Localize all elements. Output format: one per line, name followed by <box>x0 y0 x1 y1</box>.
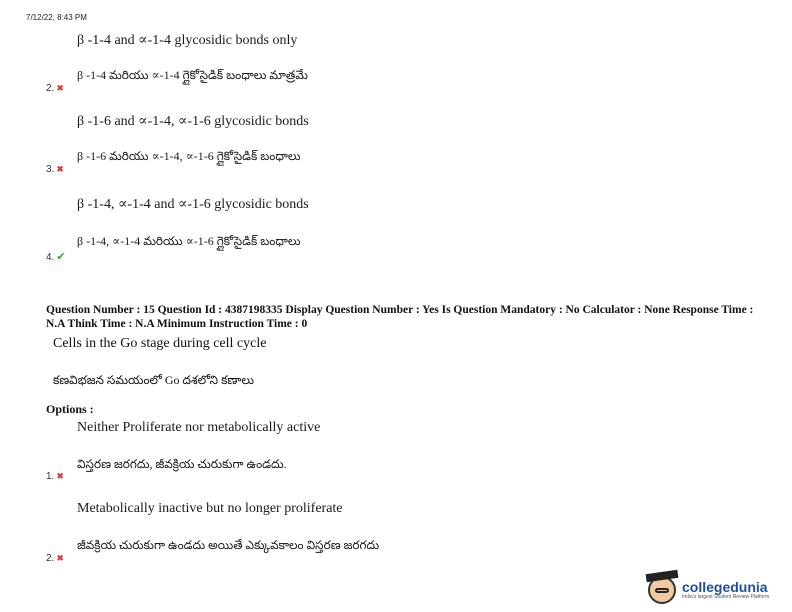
option-number-label: 2. <box>46 553 55 564</box>
prev-option-4-number <box>46 250 66 263</box>
prev-option-2-number <box>46 83 64 94</box>
question-text-en: Cells in the Go stage during cell cycle <box>53 336 267 351</box>
cross-icon: ✖ <box>56 83 64 93</box>
option-number-label: 4. <box>46 252 55 263</box>
option-1-number <box>46 471 64 482</box>
cross-icon: ✖ <box>56 553 64 563</box>
cross-icon: ✖ <box>56 471 64 481</box>
option-1-text-en: Neither Proliferate nor metabolically active <box>77 420 321 435</box>
option-number-label: 1. <box>46 471 55 482</box>
option-2-number <box>46 553 64 564</box>
prev-option-2-text-te: β -1-4 మరియు ∝-1-4 గ్లైకోసైడిక్ బంధాలు మాత్రమే <box>77 68 308 82</box>
option-2-text-en: Metabolically inactive but no longer proliferate <box>77 501 343 516</box>
cross-icon: ✖ <box>56 164 64 174</box>
option-number-label: 3. <box>46 164 55 175</box>
option-1-text-te: విస్తరణ జరగదు, జీవక్రియ చురుకుగా ఉండదు. <box>77 457 287 471</box>
prev-option-4-text-en: β -1-4, ∝-1-4 and ∝-1-6 glycosidic bonds <box>77 197 309 212</box>
logo-text <box>682 580 769 601</box>
prev-option-4-text-te: β -1-4, ∝-1-4 మరియు ∝-1-6 గ్లైకోసైడిక్ బంధాలు <box>77 234 301 248</box>
print-timestamp: 7/12/22, 8:43 PM <box>26 13 87 22</box>
prev-option-2-text-en: β -1-4 and ∝-1-4 glycosidic bonds only <box>77 33 298 48</box>
options-label: Options : <box>46 402 94 416</box>
prev-option-3-text-en: β -1-6 and ∝-1-4, ∝-1-6 glycosidic bonds <box>77 114 309 129</box>
student-face-icon <box>648 576 676 604</box>
logo-tagline: India's largest Student Review Platform <box>682 593 770 600</box>
question-meta: Question Number : 15 Question Id : 4387198335 Display Question Number : Yes Is Question Mandatory : No Calculator : None Response Time : N.A Think Time : N.A Minimum Instruction Time : 0 <box>46 304 754 330</box>
collegedunia-logo <box>648 576 769 604</box>
question-text-te: కణవిభజన సమయంలో Go దశలోని కణాలు <box>53 373 255 387</box>
logo-name: collegedunia <box>682 578 768 595</box>
check-icon: ✔ <box>56 251 66 263</box>
prev-option-3-text-te: β -1-6 మరియు ∝-1-4, ∝-1-6 గ్లైకోసైడిక్ బంధాలు <box>77 149 301 163</box>
option-2-text-te: జీవక్రియ చురుకుగా ఉండదు అయితే ఎక్కువకాలం విస్తరణ జరగదు <box>77 538 380 552</box>
option-number-label: 2. <box>46 83 55 94</box>
prev-option-3-number <box>46 164 64 175</box>
